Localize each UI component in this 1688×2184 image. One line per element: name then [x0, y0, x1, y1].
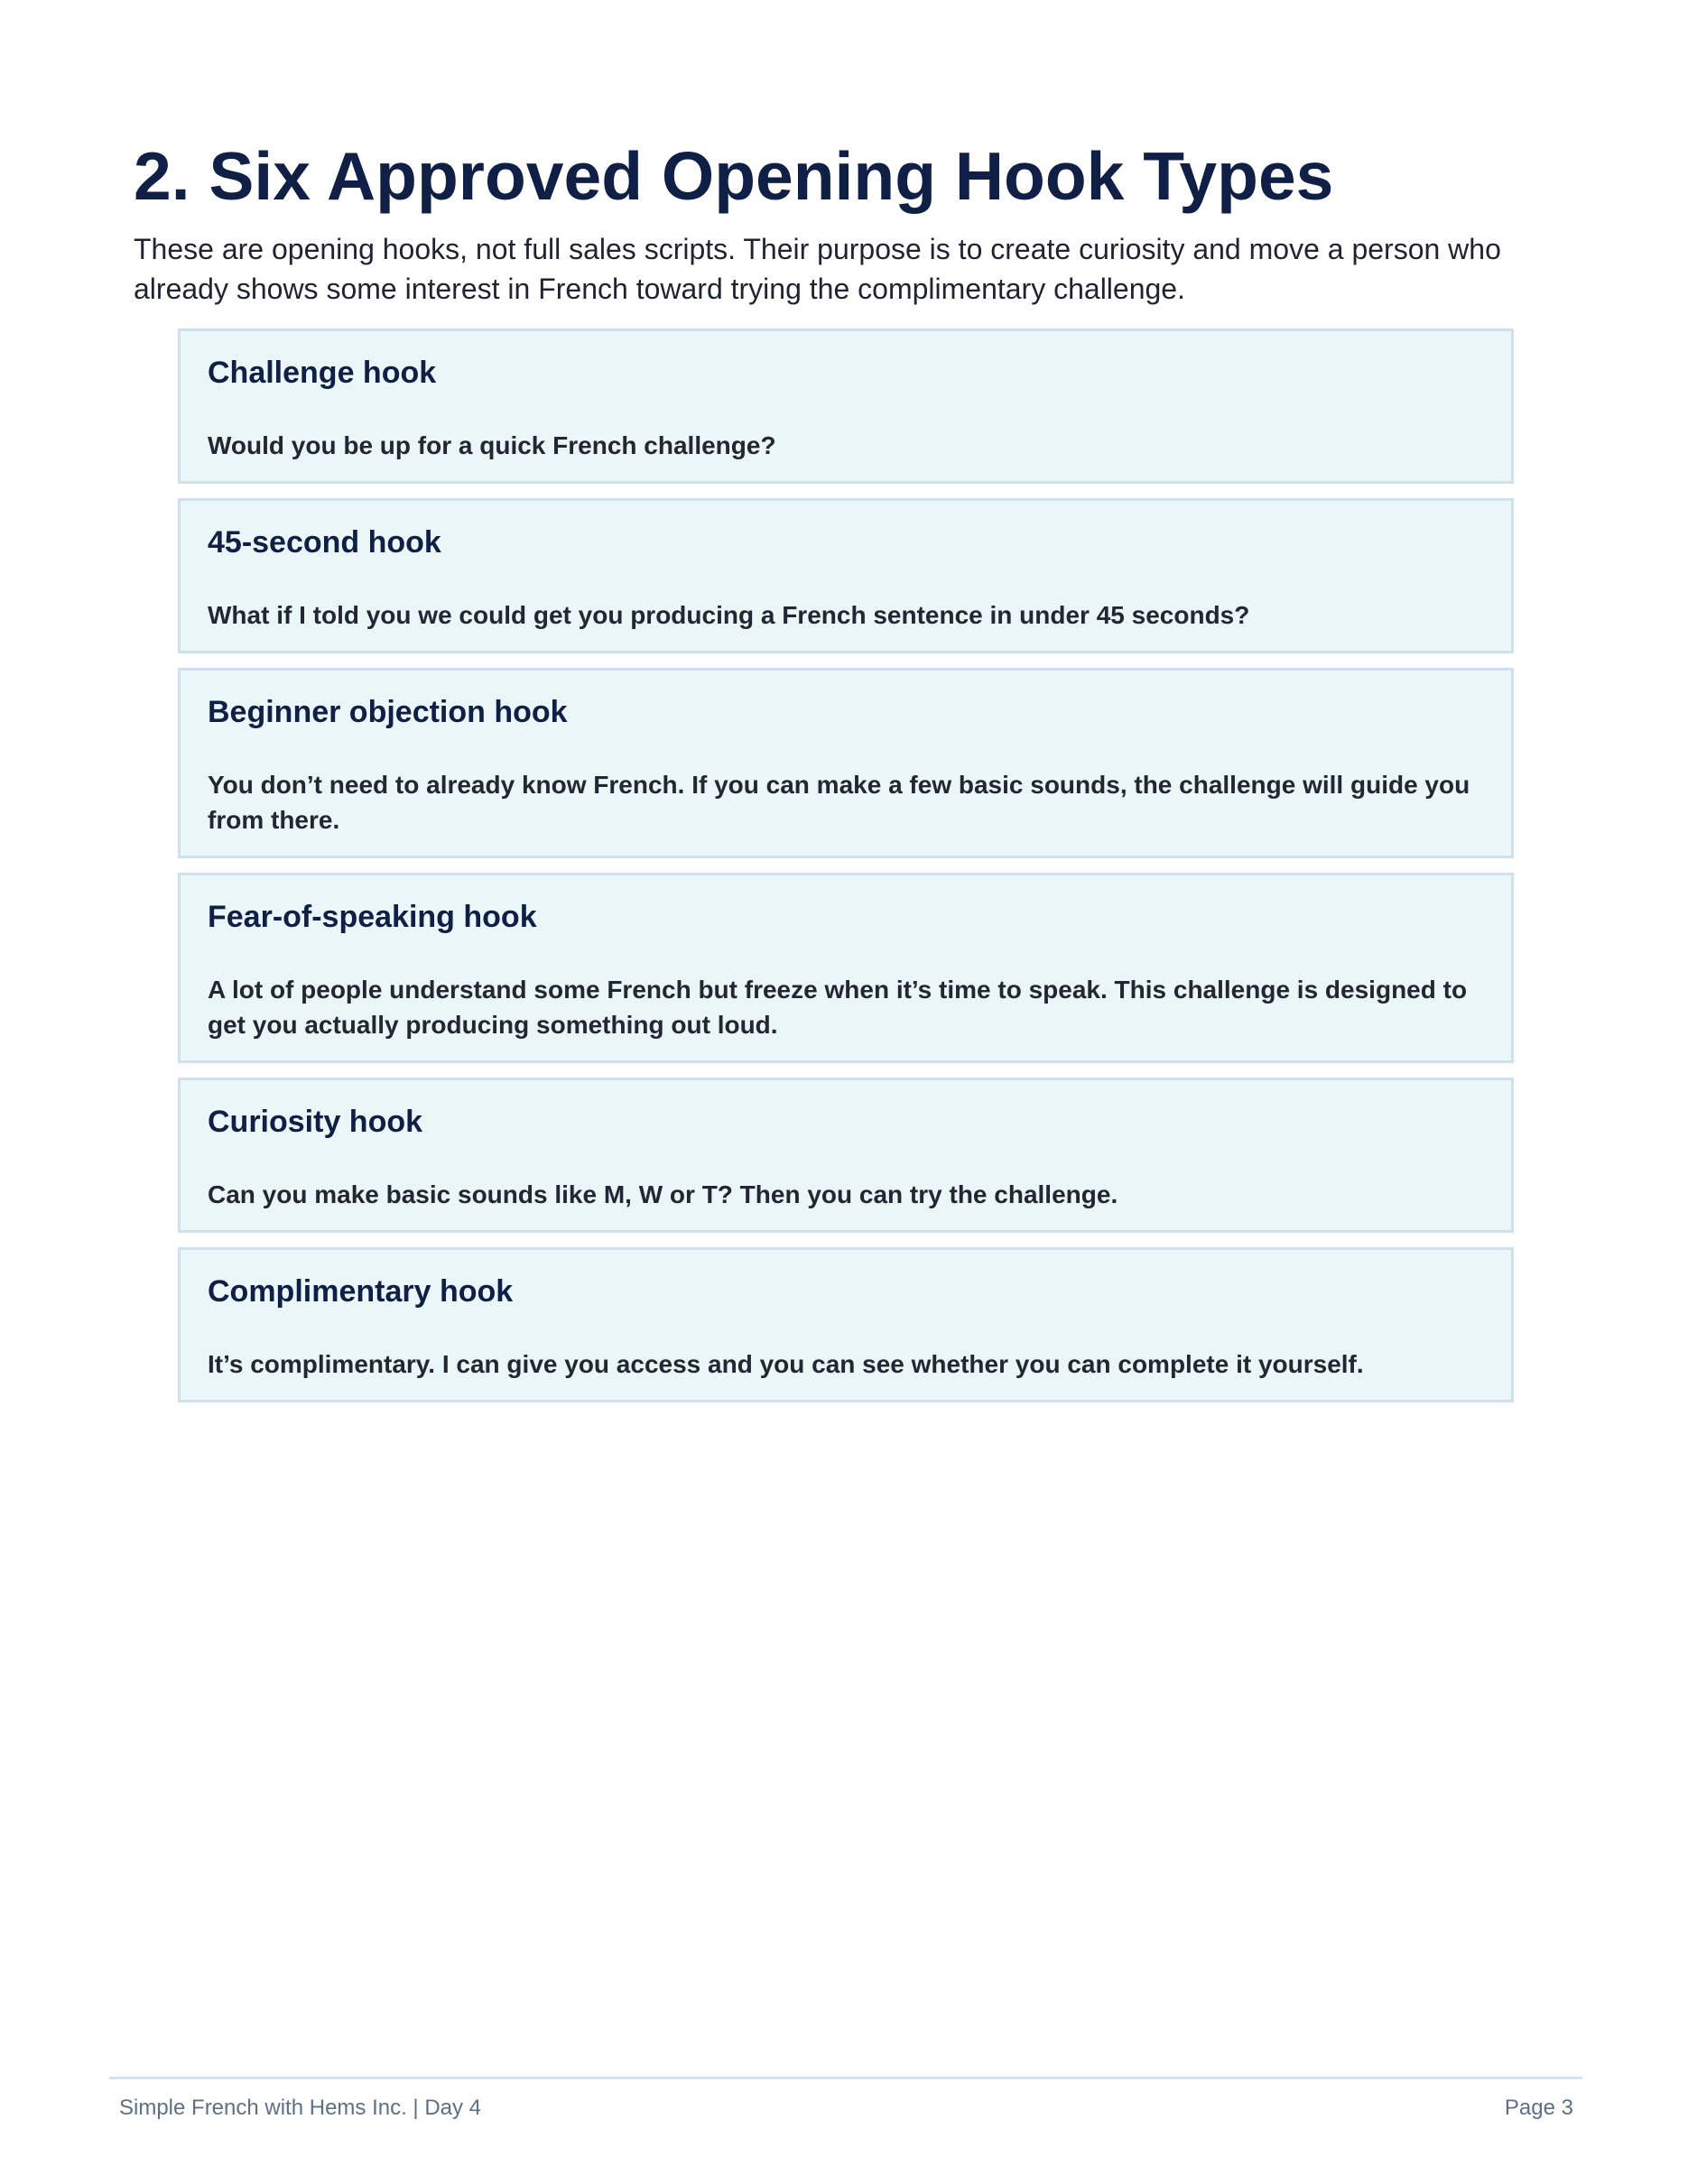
hook-text: What if I told you we could get you producing a French sentence in under 45 seconds?	[208, 601, 1250, 629]
hook-card-complimentary	[178, 1247, 1514, 1402]
hook-text: It’s complimentary. I can give you access and you can see whether you can complete it yourself.	[208, 1350, 1364, 1378]
hook-title: Beginner objection hook	[208, 695, 568, 729]
hook-text: Can you make basic sounds like M, W or T? Then you can try the challenge.	[208, 1180, 1118, 1208]
hook-text: A lot of people understand some French but freeze when it’s time to speak. This challenge is designed to get you actually producing something out loud.	[208, 976, 1468, 1039]
hook-title: Challenge hook	[208, 356, 437, 390]
hook-title: Fear-of-speaking hook	[208, 900, 537, 934]
footer-divider	[109, 2077, 1582, 2079]
hook-title: Complimentary hook	[208, 1274, 514, 1309]
hook-text: Would you be up for a quick French challenge?	[208, 431, 776, 459]
hook-card-beginner-objection	[178, 668, 1514, 858]
hook-title: Curiosity hook	[208, 1105, 423, 1139]
hook-title: 45-second hook	[208, 525, 441, 560]
page-title: 2. Six Approved Opening Hook Types	[134, 138, 1334, 214]
hook-text: You don’t need to already know French. If you can make a few basic sounds, the challenge will guide you from there.	[208, 771, 1470, 834]
hook-card-curiosity	[178, 1078, 1514, 1233]
hook-card-45-second	[178, 498, 1514, 653]
intro-paragraph: These are opening hooks, not full sales scripts. Their purpose is to create curiosity and move a person who already shows some interest in French toward trying the complimentary challenge.	[134, 233, 1501, 305]
footer-page-number: Page 3	[1504, 2096, 1573, 2120]
hook-list	[178, 329, 1514, 1417]
hook-card-challenge	[178, 329, 1514, 484]
hook-card-fear-of-speaking	[178, 873, 1514, 1063]
footer-document-label: Simple French with Hems Inc. | Day 4	[119, 2096, 482, 2120]
